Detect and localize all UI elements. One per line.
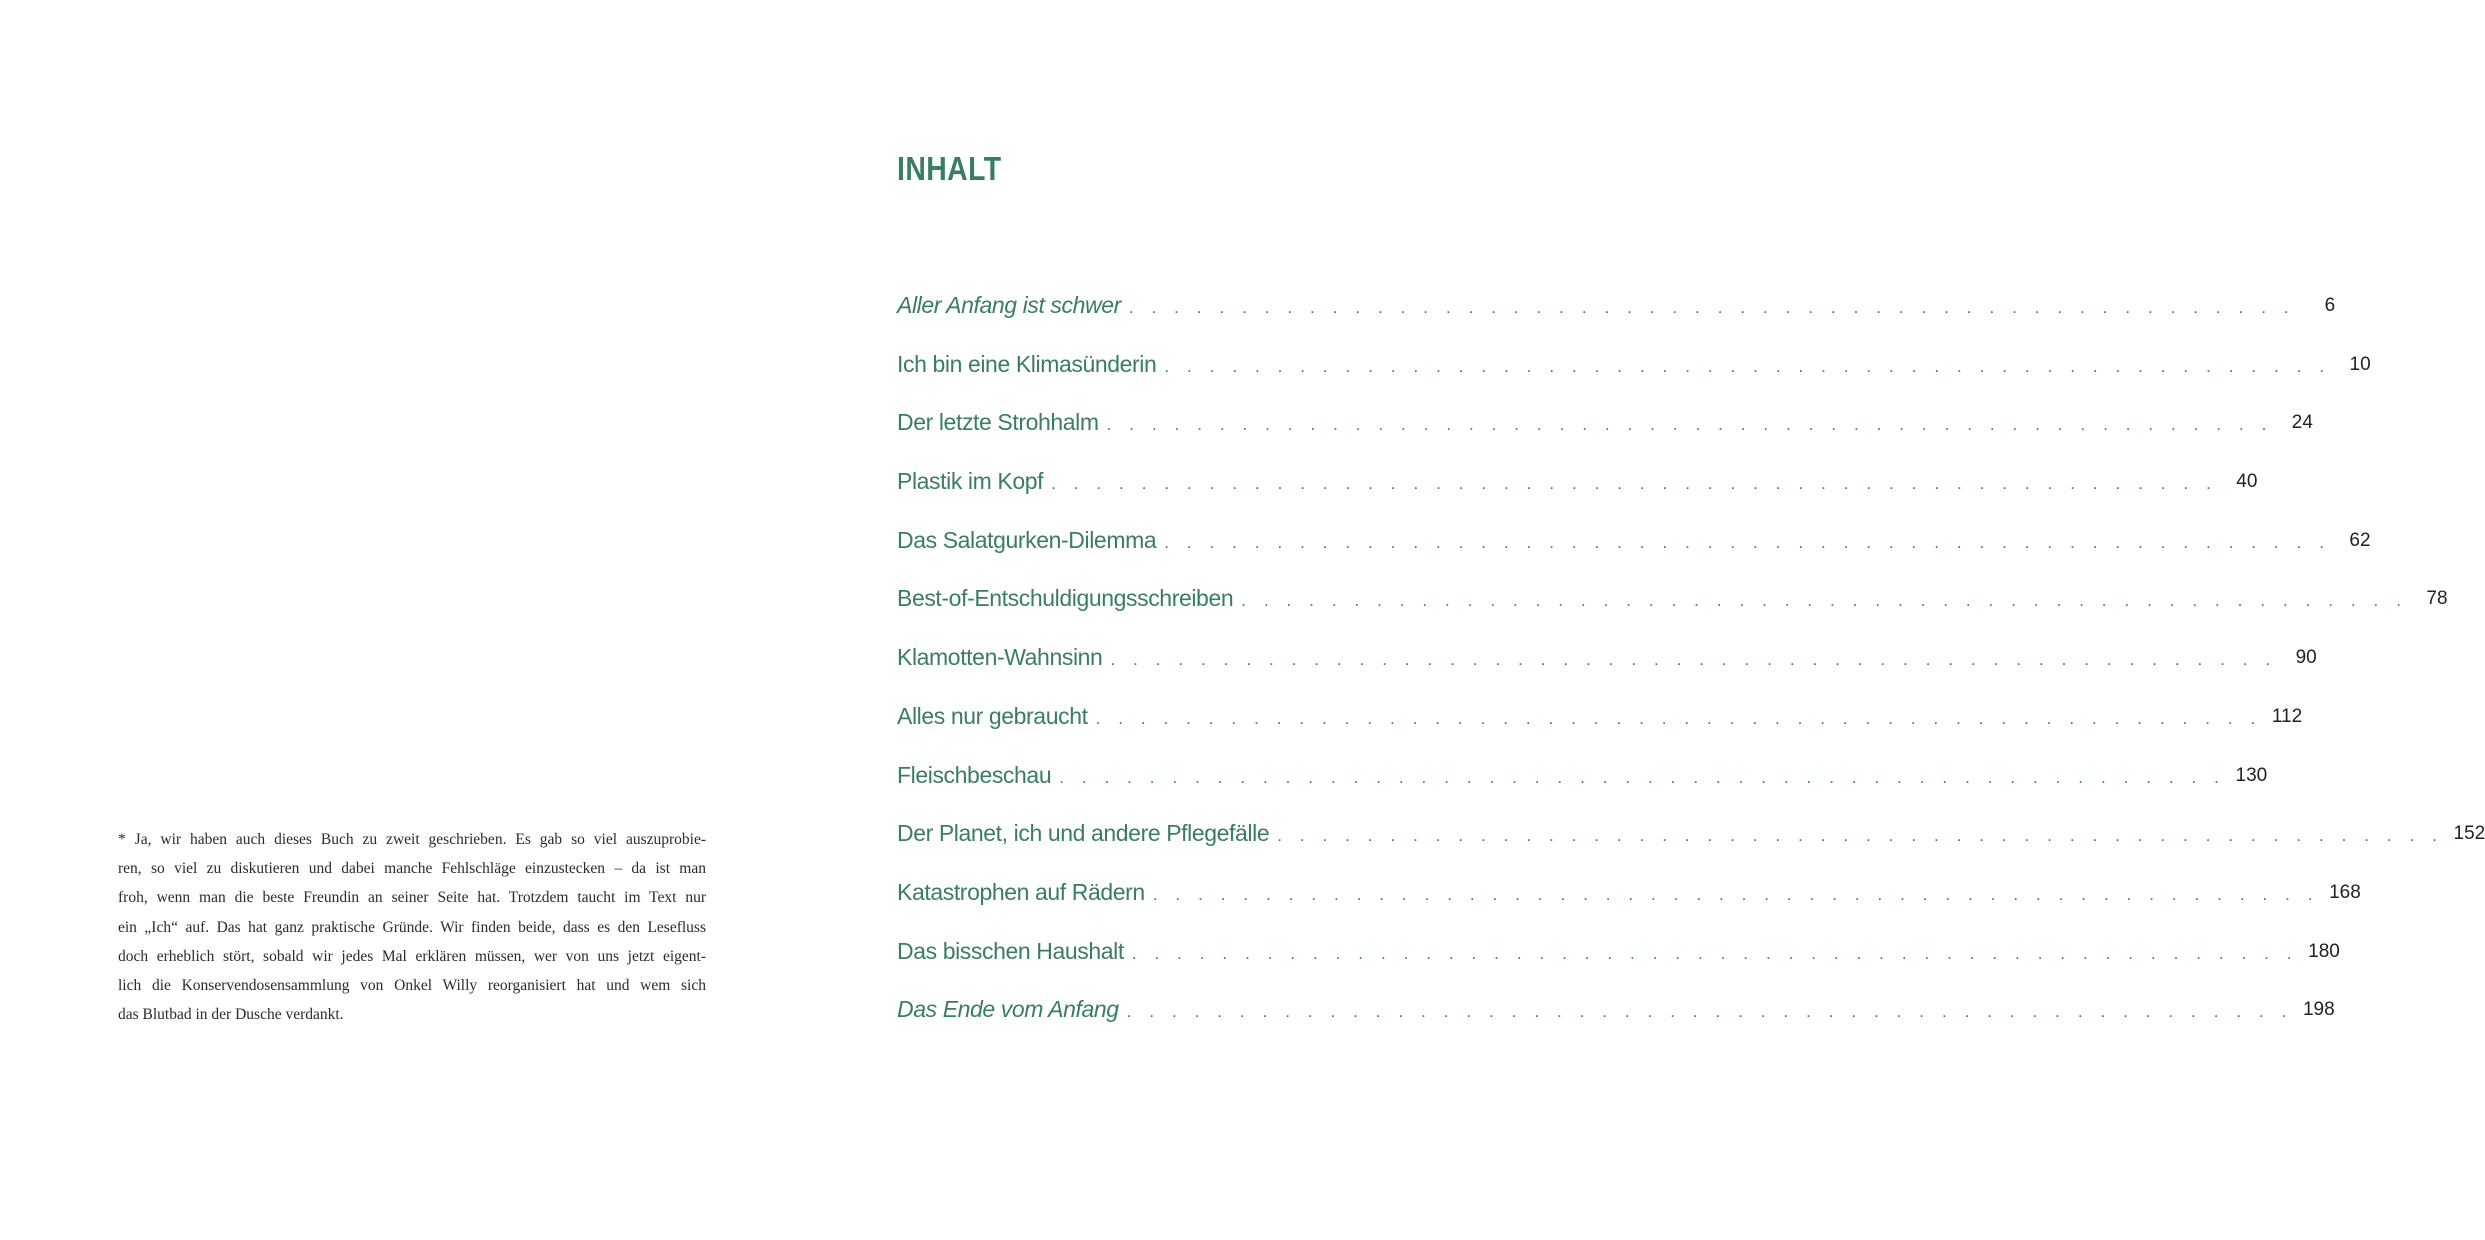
toc-entry[interactable] [897,760,2268,819]
dot-leader: . . . . . . . . . . . . . . . . . . . . . . . . . . . . . . . . . . . . . . . . . . . . . . . . . . . . [1128,298,2296,317]
toc-entry[interactable] [897,818,2485,877]
toc-entry[interactable] [897,877,2361,936]
toc-entry[interactable] [897,936,2340,995]
toc-page-number: 198 [2302,999,2335,1021]
toc-entry-title: Ich bin eine Klimasünderin [897,350,1157,377]
toc-entry-title: Das Ende vom Anfang [897,996,1119,1023]
toc-entry-title: Der Planet, ich und andere Pflegefälle [897,820,1270,847]
footnote [118,825,706,1029]
toc-page-number: 62 [2349,529,2371,551]
toc-entry-title: Der letzte Strohhalm [897,409,1099,436]
toc-entry[interactable] [897,407,2313,466]
toc-entry-title: Fleischbeschau [897,761,1052,788]
dot-leader: . . . . . . . . . . . . . . . . . . . . . . . . . . . . . . . . . . . . . . . . . . . . . . . . . . . . [1277,826,2444,846]
toc-page-number: 78 [2426,588,2448,610]
dot-leader: . . . . . . . . . . . . . . . . . . . . . . . . . . . . . . . . . . . . . . . . . . . . . . . . . . . . [1126,1002,2293,1022]
toc-page-number: 24 [2291,412,2313,434]
dot-leader: . . . . . . . . . . . . . . . . . . . . . . . . . . . . . . . . . . . . . . . . . . . . . . . . . . . . [1051,474,2218,494]
dot-leader: . . . . . . . . . . . . . . . . . . . . . . . . . . . . . . . . . . . . . . . . . . . . . . . . . . . . [1164,532,2331,552]
footnote-line: * Ja, wir haben auch dieses Buch zu zweit geschrieben. Es gab so viel auszuprobie- [118,831,706,848]
dot-leader: . . . . . . . . . . . . . . . . . . . . . . . . . . . . . . . . . . . . . . . . . . . . . . . . . . . . [1095,708,2262,728]
toc-page-number: 6 [2324,295,2336,316]
toc-entry[interactable] [897,466,2258,525]
footnote-line: doch erheblich stört, sobald wir jedes Mal erklären müssen, wer von uns jetzt eigent- [118,947,706,965]
toc-entry[interactable] [897,701,2303,760]
toc-title: INHALT [897,150,1002,187]
footnote-line: das Blutbad in der Dusche verdankt. [118,1006,344,1024]
footnote-line: ein „Ich“ auf. Das hat ganz praktische Gründe. Wir finden beide, dass es den Lesefluss [118,918,706,936]
toc-page-number: 180 [2308,940,2340,962]
dot-leader: . . . . . . . . . . . . . . . . . . . . . . . . . . . . . . . . . . . . . . . . . . . . . . . . . . . . [1106,415,2273,435]
toc-page-number: 112 [2271,705,2303,727]
dot-leader: . . . . . . . . . . . . . . . . . . . . . . . . . . . . . . . . . . . . . . . . . . . . . . . . . . . . [1110,650,2277,670]
toc-entry[interactable] [897,642,2317,701]
toc-entry[interactable] [897,525,2371,584]
toc-entry-title: Alles nur gebraucht [897,702,1088,729]
dot-leader: . . . . . . . . . . . . . . . . . . . . . . . . . . . . . . . . . . . . . . . . . . . . . . . . . . . . [1241,591,2408,611]
table-of-contents [897,290,2485,1053]
dot-leader: . . . . . . . . . . . . . . . . . . . . . . . . . . . . . . . . . . . . . . . . . . . . . . . . . . . . [1152,884,2320,904]
toc-entry[interactable] [897,349,2371,408]
dot-leader: . . . . . . . . . . . . . . . . . . . . . . . . . . . . . . . . . . . . . . . . . . . . . . . . . . . . [1059,767,2226,787]
toc-entry[interactable] [897,994,2335,1053]
footnote-line: froh, wenn man die beste Freundin an seiner Seite hat. Trotzdem taucht im Text nur [118,889,706,907]
toc-entry[interactable] [897,290,2336,349]
toc-page-number: 168 [2329,881,2361,903]
toc-page-number: 130 [2235,764,2268,786]
toc-entry-title: Klamotten-Wahnsinn [897,644,1103,671]
toc-entry[interactable] [897,583,2448,642]
footnote-line: lich die Konservendosensammlung von Onkel Willy reorganisiert hat und wem sich [118,977,706,995]
toc-entry-title: Plastik im Kopf [897,468,1044,495]
toc-page-number: 90 [2295,647,2317,669]
footnote-line: ren, so viel zu diskutieren und dabei manche Fehlschläge einzustecken – da ist man [118,860,706,878]
toc-page-number: 10 [2349,353,2371,375]
dot-leader: . . . . . . . . . . . . . . . . . . . . . . . . . . . . . . . . . . . . . . . . . . . . . . . . . . . . [1164,356,2331,376]
toc-entry-title: Aller Anfang ist schwer [897,292,1121,318]
toc-entry-title: Best-of-Entschuldigungsschreiben [897,585,1234,612]
toc-page-number: 40 [2236,471,2258,493]
toc-entry-title: Das Salatgurken-Dilemma [897,526,1157,553]
toc-entry-title: Das bisschen Haushalt [897,937,1124,964]
toc-entry-title: Katastrophen auf Rädern [897,878,1145,905]
dot-leader: . . . . . . . . . . . . . . . . . . . . . . . . . . . . . . . . . . . . . . . . . . . . . . . . . . . . [1131,943,2299,963]
toc-page-number: 152 [2453,823,2485,845]
